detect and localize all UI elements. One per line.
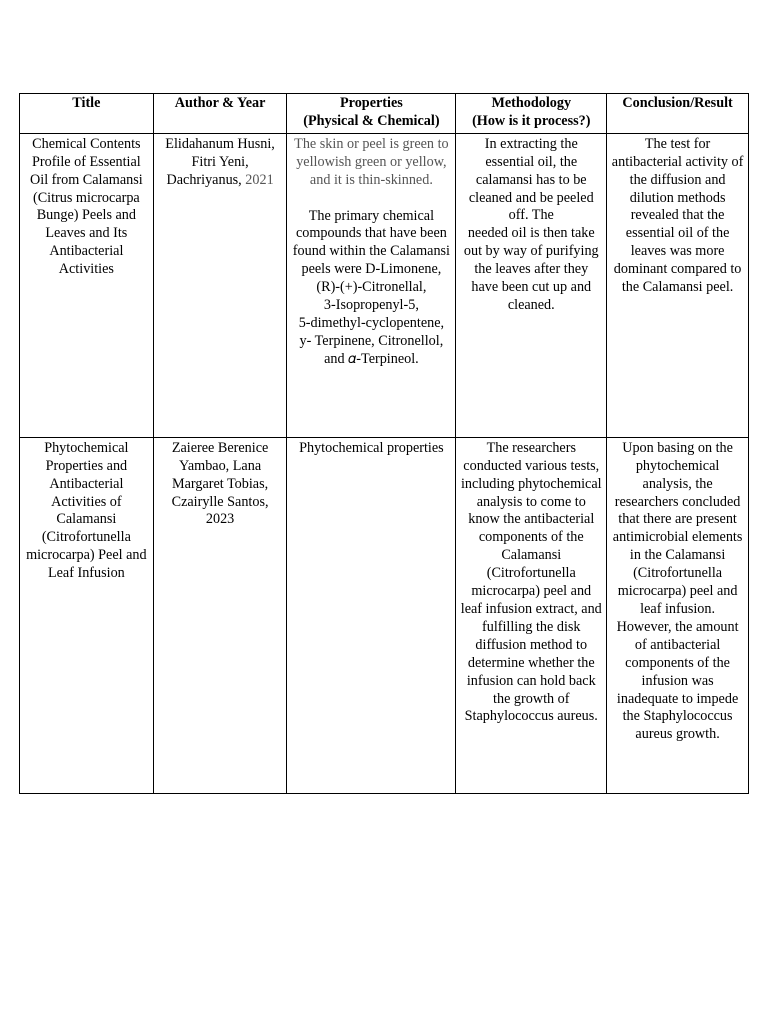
literature-review-table — [19, 93, 749, 794]
cell-properties — [287, 437, 456, 793]
authors-text: Elidahanum Husni, Fitri Yeni, Dachriyanus, — [165, 135, 275, 188]
header-methodology: Methodology (How is it process?) — [456, 94, 607, 134]
cell-methodology — [456, 437, 607, 793]
cell-properties — [287, 133, 456, 437]
methodology-paragraph: In extracting the essential oil, the calamansi has to be cleaned and be peeled off. The — [468, 135, 594, 224]
cell-conclusion — [607, 133, 749, 437]
properties-text: Phytochemical properties — [299, 439, 444, 456]
properties-paragraph: The primary chemical compounds that have been found within the Calamansi peels were D-Limonene, (R)-(+)-Citronellal, — [292, 207, 451, 296]
properties-paragraph: 3-Isopropenyl-5, — [323, 297, 419, 314]
header-conclusion: Conclusion/Result — [607, 94, 749, 134]
cell-title — [20, 437, 154, 793]
cell-methodology — [456, 133, 607, 437]
table-row — [20, 437, 749, 793]
cell-author-year — [153, 437, 287, 793]
authors-text: Zaieree Berenice Yambao, Lana Margaret Tobias, Czairylle Santos, 2023 — [171, 439, 269, 528]
title-text: Chemical Contents Profile of Essential Oil from Calamansi (Citrus microcarpa Bunge) Peels and Leaves and Its Antibacterial Activities — [30, 135, 143, 278]
header-title: Title — [20, 94, 154, 134]
methodology-text: The researchers conducted various tests, including phytochemical analysis to come to know the antibacterial components of the Calamansi (Citrofortunella microcarpa) peel and leaf infusion extract, and fulfilling the disk diffusion method to determine whether the infusion can hold back the growth of Staphylococcus aureus. — [460, 439, 602, 725]
header-author-year: Author & Year — [153, 94, 287, 134]
conclusion-text: Upon basing on the phytochemical analysis, the researchers concluded that there are present antimicrobial elements in the Calamansi (Citrofortunella microcarpa) peel and leaf infusion. However, the amount of antibacterial components of the infusion was inadequate to impede the Staphylococcus aureus growth. — [612, 439, 743, 743]
properties-paragraph: The skin or peel is green to yellowish green or yellow, and it is thin-skinned. — [294, 135, 449, 188]
title-text: Phytochemical Properties and Antibacterial Activities of Calamansi (Citrofortunella microcarpa) Peel and Leaf Infusion — [26, 439, 147, 582]
conclusion-text: The test for antibacterial activity of the diffusion and dilution methods revealed that the essential oil of the leaves was more dominant compared to the Calamansi peel. — [611, 135, 744, 296]
cell-conclusion — [607, 437, 749, 793]
year-text: 2021 — [245, 171, 274, 188]
properties-paragraph: y- Terpinene, Citronellol, and 𝛼-Terpineol. — [299, 332, 444, 367]
methodology-paragraph: needed oil is then take out by way of purifying the leaves after they have been cut up and cleaned. — [463, 225, 599, 313]
cell-title — [20, 133, 154, 437]
header-properties: Properties (Physical & Chemical) — [287, 94, 456, 134]
header-row — [20, 94, 749, 134]
cell-author-year — [153, 133, 287, 437]
properties-paragraph: 5-dimethyl-cyclopentene, — [298, 314, 445, 331]
table-row — [20, 133, 749, 437]
